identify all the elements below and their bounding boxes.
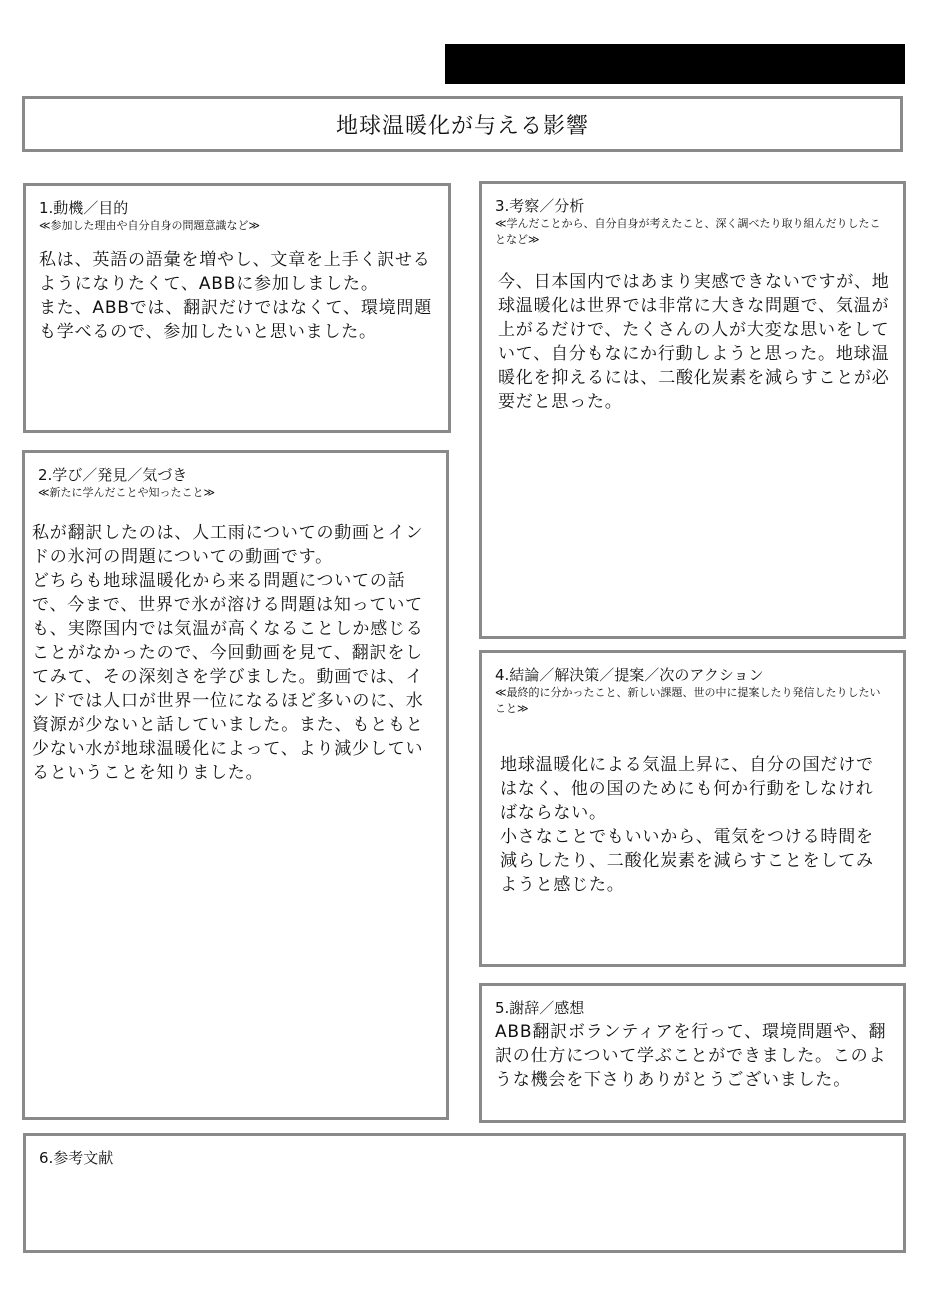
section-body xyxy=(39,248,436,344)
paragraph: ABB翻訳ボランティアを行って、環境問題や、翻訳の仕方について学ぶことができました。このような機会を下さりありがとうございました。 xyxy=(495,1022,887,1090)
section-body xyxy=(495,1020,891,1092)
section-heading: 4.結論／解決策／提案／次のアクション xyxy=(495,666,764,684)
section-analysis xyxy=(479,181,906,639)
section-body xyxy=(498,270,891,414)
paragraph: 小さなことでもいいから、電気をつける時間を減らしたり、二酸化炭素を減らすことをしてみようと感じた。 xyxy=(500,827,874,895)
paragraph: 私は、英語の語彙を増やし、文章を上手く訳せるようになりたくて、ABBに参加しました。 xyxy=(39,250,431,294)
section-learning xyxy=(22,450,449,1120)
paragraph: 今、日本国内ではあまり実感できないですが、地球温暖化は世界では非常に大きな問題で、気温が上がるだけで、たくさんの人が大変な思いをしていて、自分もなにか行動しようと思った。地球温暖化を抑えるには、二酸化炭素を減らすことが必要だと思った。 xyxy=(498,272,890,412)
section-body xyxy=(32,521,434,785)
section-subheading: ≪最終的に分かったこと、新しい課題、世の中に提案したり発信したりしたいこと≫ xyxy=(495,686,881,715)
section-conclusion xyxy=(479,650,906,967)
section-thanks xyxy=(479,983,906,1123)
paragraph: また、ABBでは、翻訳だけではなくて、環境問題も学べるので、参加したいと思いました。 xyxy=(39,298,433,342)
section-body xyxy=(500,753,891,897)
title-box xyxy=(22,96,903,152)
section-subheading: ≪学んだことから、自分自身が考えたこと、深く調べたり取り組んだりしたことなど≫ xyxy=(495,217,881,246)
redacted-name-block xyxy=(445,44,905,84)
section-references xyxy=(23,1133,906,1253)
section-subheading: ≪新たに学んだことや知ったこと≫ xyxy=(38,486,216,499)
paragraph: どちらも地球温暖化から来る問題についての話で、今まで、世界で氷が溶ける問題は知っていても、実際国内では気温が高くなることしか感じることがなかったので、今回動画を見て、翻訳をしてみて、その深刻さを学びました。動画では、インドでは人口が世界一位になるほど多いのに、水資源が少ないと話していました。また、もともと少ない水が地球温暖化によって、より減少しているということを知りました。 xyxy=(32,571,424,783)
section-heading: 5.謝辞／感想 xyxy=(495,999,585,1017)
section-heading: 3.考察／分析 xyxy=(495,197,585,215)
page-title: 地球温暖化が与える影響 xyxy=(335,113,589,139)
section-heading: 2.学び／発見／気づき xyxy=(38,466,188,484)
section-motivation xyxy=(23,183,451,433)
section-subheading: ≪参加した理由や自分自身の問題意識など≫ xyxy=(39,219,261,232)
paragraph: 私が翻訳したのは、人工雨についての動画とインドの氷河の問題についての動画です。 xyxy=(32,523,424,567)
section-heading: 1.動機／目的 xyxy=(39,199,129,217)
section-heading: 6.参考文献 xyxy=(39,1149,114,1167)
paragraph: 地球温暖化による気温上昇に、自分の国だけではなく、他の国のためにも何か行動をしなければならない。 xyxy=(500,755,874,823)
